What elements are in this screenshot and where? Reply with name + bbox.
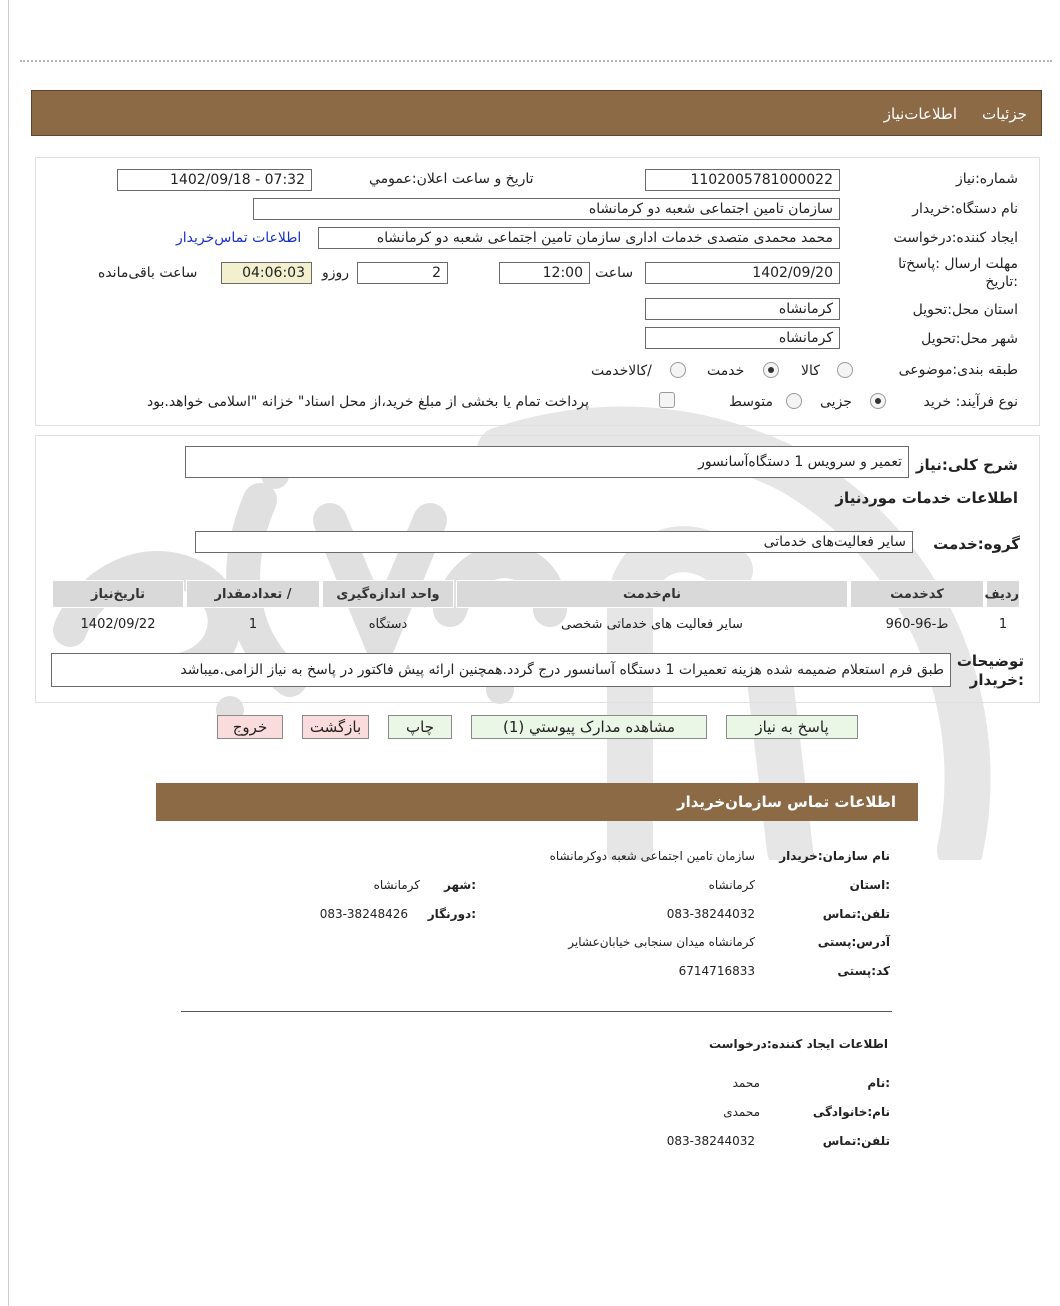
process-partial-label: جزیی	[820, 394, 852, 410]
process-label: نوع فرآیند: خرید	[923, 394, 1018, 410]
table-cell-quantity: 1	[248, 617, 258, 632]
treasury-payment-checkbox[interactable]	[659, 392, 675, 408]
creator-phone-value: 083-38244032	[666, 1134, 755, 1148]
category-goods-service-radio[interactable]	[670, 362, 686, 378]
table-header: کدخدمت	[850, 580, 984, 608]
contact-org-label: نام سازمان:خریدار	[779, 849, 890, 863]
process-partial-radio[interactable]	[870, 393, 886, 409]
contact-postal-label: کد:پستی	[837, 964, 890, 978]
contact-postal-value: 6714716833	[678, 964, 755, 978]
category-goods-radio[interactable]	[837, 362, 853, 378]
buyer-contact-link[interactable]: اطلاعات تماس‌خریدار	[176, 230, 302, 246]
buyer-notes-label-2: :خریدار	[969, 671, 1024, 689]
page-header	[31, 90, 1042, 136]
creator-name-value: محمد	[732, 1076, 760, 1090]
hour-label: ساعت	[595, 265, 634, 281]
category-service-radio[interactable]	[763, 362, 779, 378]
table-header: نام‌خدمت	[456, 580, 848, 608]
tab-need-info[interactable]: اطلاعات‌نیاز	[883, 105, 957, 123]
need-number-field: 1102005781000022	[645, 169, 840, 191]
contact-address-label: آدرس:پستی	[817, 935, 890, 949]
buyer-notes-label: توضیحات	[956, 652, 1024, 670]
creator-info-title: اطلاعات ایجاد کننده:درخواست	[708, 1037, 888, 1051]
contact-province-label: :استان	[849, 878, 890, 892]
category-goods-service-label: /کالاخدمت	[591, 363, 652, 379]
contact-province-value: کرمانشاه	[708, 878, 755, 892]
announce-field: 1402/09/18 - 07:32	[117, 169, 312, 191]
remaining-label: ساعت باقی‌مانده	[98, 265, 198, 281]
province-label: استان محل:تحویل	[912, 302, 1018, 318]
buyer-org-label: نام دستگاه:خریدار	[912, 201, 1018, 217]
table-header: / تعدادمقدار	[186, 580, 320, 608]
category-service-label: خدمت	[707, 363, 745, 379]
deadline-label-2: :تاریخ	[985, 274, 1018, 290]
service-group-field: سایر فعالیت‌های خدماتی	[195, 531, 913, 553]
deadline-label: مهلت ارسال :پاسخ‌تا	[898, 256, 1018, 272]
category-label: طبقه بندی:موضوعی	[898, 362, 1018, 378]
respond-button[interactable]: پاسخ به نیاز	[726, 715, 858, 739]
table-cell-date: 1402/09/22	[80, 617, 156, 632]
contact-fax-label: :دورنگار	[427, 907, 476, 921]
left-border	[8, 0, 9, 1306]
contact-section-title: اطلاعات تماس سازمان‌خریدار	[676, 793, 896, 811]
contact-fax-value: 083-38248426	[319, 907, 408, 921]
creator-phone-label: تلفن:تماس	[822, 1134, 890, 1148]
services-title: اطلاعات خدمات موردنیاز	[835, 489, 1018, 507]
print-button[interactable]: چاپ	[388, 715, 452, 739]
description-field: تعمیر و سرویس 1 دستگاه‌آسانسور	[185, 446, 909, 478]
buyer-notes-field: طبق فرم استعلام ضمیمه شده هزینه تعمیرات 1 دستگاه آسانسور درج گردد.همچنین ارائه پیش فاکتور در پاسخ به نیاز الزامی.میباشد	[51, 653, 951, 687]
description-label: شرح کلی:نیاز	[915, 456, 1018, 474]
section-divider	[181, 1011, 892, 1012]
deadline-hour-field: 12:00	[499, 262, 590, 284]
creator-field: محمد محمدی متصدی خدمات اداری سازمان تامین اجتماعی شعبه دو کرمانشاه	[318, 227, 840, 249]
back-button[interactable]: بازگشت	[302, 715, 369, 739]
contact-phone-label: تلفن:تماس	[822, 907, 890, 921]
services-table	[52, 580, 1020, 642]
creator-family-value: محمدی	[723, 1105, 760, 1119]
table-cell-name: سایر فعالیت های خدماتی شخصی	[561, 617, 743, 632]
province-field: کرمانشاه	[645, 298, 840, 320]
contact-address-value: کرمانشاه میدان سنجابی خیابان‌عشایر	[568, 935, 755, 949]
category-goods-label: کالا	[801, 363, 820, 379]
table-cell-unit: دستگاه	[368, 617, 408, 632]
contact-org-value: سازمان تامین اجتماعی شعبه دوکرمانشاه	[549, 849, 755, 863]
top-divider	[20, 60, 1052, 62]
creator-family-label: نام:خانوادگی	[812, 1105, 890, 1119]
table-cell-code: ط-96-960	[885, 617, 949, 632]
days-field: 2	[357, 262, 448, 284]
table-cell-row: 1	[998, 617, 1008, 632]
remaining-time-field: 04:06:03	[221, 262, 312, 284]
tab-details[interactable]: جزئیات	[982, 105, 1027, 123]
treasury-payment-label: پرداخت تمام یا بخشی از مبلغ خرید،از محل اسناد" خزانه "اسلامی خواهد.بود	[147, 394, 590, 410]
city-label: شهر محل:تحویل	[921, 331, 1018, 347]
table-header: واحد اندازه‌گیری	[322, 580, 454, 608]
announce-label: تاریخ و ساعت اعلان:عمومي	[369, 171, 534, 187]
buyer-org-field: سازمان تامین اجتماعی شعبه دو کرمانشاه	[253, 198, 840, 220]
table-header: ردیف	[986, 580, 1020, 608]
creator-label: ایجاد کننده:درخواست	[893, 230, 1018, 246]
process-medium-radio[interactable]	[786, 393, 802, 409]
creator-name-label: :نام	[867, 1076, 890, 1090]
process-medium-label: متوسط	[729, 394, 773, 410]
contact-section-header	[156, 783, 918, 821]
exit-button[interactable]: خروج	[217, 715, 283, 739]
deadline-date-field: 1402/09/20	[645, 262, 840, 284]
view-attachments-button[interactable]: مشاهده مدارک پیوستي (1)	[471, 715, 707, 739]
need-number-label: شماره:نیاز	[955, 171, 1018, 187]
contact-city-value: کرمانشاه	[373, 878, 420, 892]
contact-city-label: :شهر	[444, 878, 476, 892]
city-field: کرمانشاه	[645, 327, 840, 349]
contact-phone-value: 083-38244032	[666, 907, 755, 921]
service-group-label: گروه:خدمت	[933, 535, 1020, 553]
days-label: روزو	[322, 265, 350, 281]
table-header: تاریخ‌نیاز	[52, 580, 184, 608]
